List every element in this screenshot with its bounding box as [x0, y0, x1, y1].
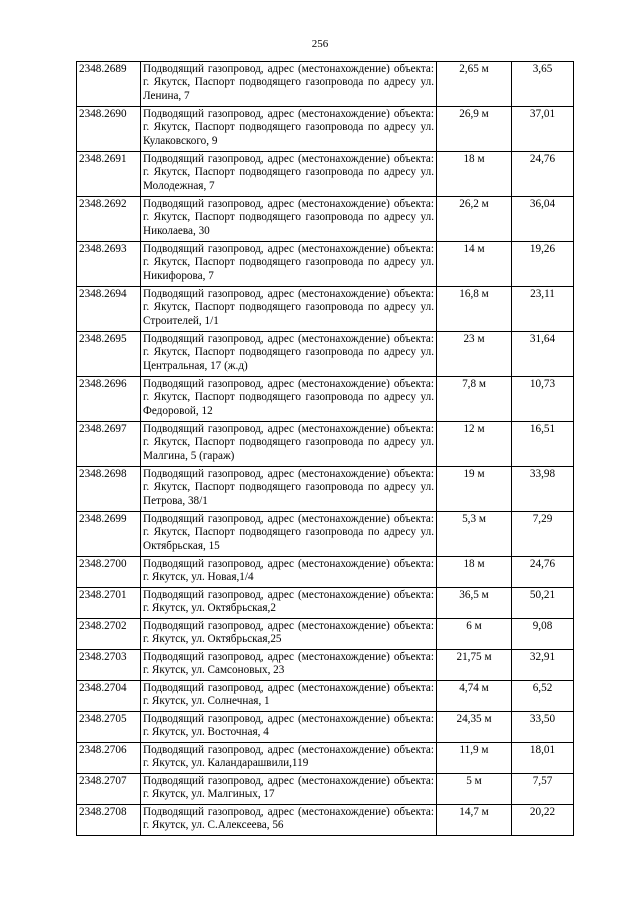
row-value: 6,52	[512, 681, 574, 712]
row-description: Подводящий газопровод, адрес (местонахождение) объекта: г. Якутск, ул. Солнечная, 1	[141, 681, 437, 712]
row-value: 36,04	[512, 197, 574, 242]
row-value: 9,08	[512, 619, 574, 650]
table-row	[77, 377, 574, 422]
row-value: 37,01	[512, 107, 574, 152]
row-length: 23 м	[437, 332, 512, 377]
table-row	[77, 467, 574, 512]
row-description: Подводящий газопровод, адрес (местонахождение) объекта: г. Якутск, Паспорт подводящего газопровода по адресу ул. Ленина, 7	[141, 62, 437, 107]
row-description: Подводящий газопровод, адрес (местонахождение) объекта: г. Якутск, Паспорт подводящего газопровода по адресу ул. Центральная, 17 (ж.д)	[141, 332, 437, 377]
row-id: 2348.2699	[77, 512, 141, 557]
row-value: 33,50	[512, 712, 574, 743]
row-value: 31,64	[512, 332, 574, 377]
table-row	[77, 557, 574, 588]
row-length: 14 м	[437, 242, 512, 287]
row-description: Подводящий газопровод, адрес (местонахождение) объекта: г. Якутск, Паспорт подводящего газопровода по адресу ул. Федоровой, 12	[141, 377, 437, 422]
row-id: 2348.2691	[77, 152, 141, 197]
table-row	[77, 287, 574, 332]
row-id: 2348.2692	[77, 197, 141, 242]
table-row	[77, 152, 574, 197]
row-length: 36,5 м	[437, 588, 512, 619]
row-value: 20,22	[512, 805, 574, 836]
row-description: Подводящий газопровод, адрес (местонахождение) объекта: г. Якутск, ул. Новая,1/4	[141, 557, 437, 588]
row-id: 2348.2695	[77, 332, 141, 377]
row-id: 2348.2704	[77, 681, 141, 712]
table-row	[77, 681, 574, 712]
row-length: 12 м	[437, 422, 512, 467]
row-description: Подводящий газопровод, адрес (местонахождение) объекта: г. Якутск, Паспорт подводящего газопровода по адресу ул. Молодежная, 7	[141, 152, 437, 197]
table-row	[77, 62, 574, 107]
row-value: 10,73	[512, 377, 574, 422]
row-description: Подводящий газопровод, адрес (местонахождение) объекта: г. Якутск, ул. Самсоновых, 23	[141, 650, 437, 681]
row-value: 16,51	[512, 422, 574, 467]
row-description: Подводящий газопровод, адрес (местонахождение) объекта: г. Якутск, ул. Малгиных, 17	[141, 774, 437, 805]
row-id: 2348.2700	[77, 557, 141, 588]
table-row	[77, 712, 574, 743]
row-id: 2348.2708	[77, 805, 141, 836]
row-id: 2348.2698	[77, 467, 141, 512]
row-description: Подводящий газопровод, адрес (местонахождение) объекта: г. Якутск, Паспорт подводящего газопровода по адресу ул. Октябрьская, 15	[141, 512, 437, 557]
row-value: 19,26	[512, 242, 574, 287]
row-value: 7,29	[512, 512, 574, 557]
table-row	[77, 774, 574, 805]
row-id: 2348.2693	[77, 242, 141, 287]
row-length: 16,8 м	[437, 287, 512, 332]
row-id: 2348.2689	[77, 62, 141, 107]
table-row	[77, 512, 574, 557]
row-id: 2348.2701	[77, 588, 141, 619]
row-description: Подводящий газопровод, адрес (местонахождение) объекта: г. Якутск, ул. Октябрьская,25	[141, 619, 437, 650]
row-length: 4,74 м	[437, 681, 512, 712]
row-description: Подводящий газопровод, адрес (местонахождение) объекта: г. Якутск, ул. Восточная, 4	[141, 712, 437, 743]
row-id: 2348.2696	[77, 377, 141, 422]
row-length: 14,7 м	[437, 805, 512, 836]
row-length: 7,8 м	[437, 377, 512, 422]
row-description: Подводящий газопровод, адрес (местонахождение) объекта: г. Якутск, ул. С.Алексеева, 56	[141, 805, 437, 836]
registry-table	[76, 61, 574, 836]
row-value: 7,57	[512, 774, 574, 805]
row-length: 5,3 м	[437, 512, 512, 557]
row-id: 2348.2705	[77, 712, 141, 743]
row-description: Подводящий газопровод, адрес (местонахождение) объекта: г. Якутск, Паспорт подводящего газопровода по адресу ул. Петрова, 38/1	[141, 467, 437, 512]
row-length: 18 м	[437, 152, 512, 197]
row-value: 33,98	[512, 467, 574, 512]
row-value: 24,76	[512, 557, 574, 588]
row-id: 2348.2702	[77, 619, 141, 650]
table-row	[77, 197, 574, 242]
row-value: 50,21	[512, 588, 574, 619]
table-row	[77, 332, 574, 377]
row-length: 26,9 м	[437, 107, 512, 152]
row-value: 3,65	[512, 62, 574, 107]
row-id: 2348.2697	[77, 422, 141, 467]
row-value: 23,11	[512, 287, 574, 332]
row-id: 2348.2690	[77, 107, 141, 152]
row-description: Подводящий газопровод, адрес (местонахождение) объекта: г. Якутск, Паспорт подводящего газопровода по адресу ул. Строителей, 1/1	[141, 287, 437, 332]
row-length: 5 м	[437, 774, 512, 805]
row-description: Подводящий газопровод, адрес (местонахождение) объекта: г. Якутск, Паспорт подводящего газопровода по адресу ул. Никифорова, 7	[141, 242, 437, 287]
row-value: 24,76	[512, 152, 574, 197]
page-number: 256	[311, 38, 329, 50]
row-length: 6 м	[437, 619, 512, 650]
table-row	[77, 588, 574, 619]
row-id: 2348.2703	[77, 650, 141, 681]
row-description: Подводящий газопровод, адрес (местонахождение) объекта: г. Якутск, ул. Каландарашвили,119	[141, 743, 437, 774]
row-value: 32,91	[512, 650, 574, 681]
row-id: 2348.2706	[77, 743, 141, 774]
row-id: 2348.2707	[77, 774, 141, 805]
row-description: Подводящий газопровод, адрес (местонахождение) объекта: г. Якутск, Паспорт подводящего газопровода по адресу ул. Малгина, 5 (гараж)	[141, 422, 437, 467]
row-description: Подводящий газопровод, адрес (местонахождение) объекта: г. Якутск, Паспорт подводящего газопровода по адресу ул. Николаева, 30	[141, 197, 437, 242]
row-length: 24,35 м	[437, 712, 512, 743]
row-length: 18 м	[437, 557, 512, 588]
table-row	[77, 619, 574, 650]
row-value: 18,01	[512, 743, 574, 774]
row-length: 11,9 м	[437, 743, 512, 774]
table-row	[77, 650, 574, 681]
row-length: 26,2 м	[437, 197, 512, 242]
table-row	[77, 422, 574, 467]
row-description: Подводящий газопровод, адрес (местонахождение) объекта: г. Якутск, ул. Октябрьская,2	[141, 588, 437, 619]
row-length: 2,65 м	[437, 62, 512, 107]
table-row	[77, 242, 574, 287]
row-length: 21,75 м	[437, 650, 512, 681]
table-row	[77, 107, 574, 152]
table-row	[77, 805, 574, 836]
row-length: 19 м	[437, 467, 512, 512]
row-description: Подводящий газопровод, адрес (местонахождение) объекта: г. Якутск, Паспорт подводящего газопровода по адресу ул. Кулаковского, 9	[141, 107, 437, 152]
row-id: 2348.2694	[77, 287, 141, 332]
table-row	[77, 743, 574, 774]
